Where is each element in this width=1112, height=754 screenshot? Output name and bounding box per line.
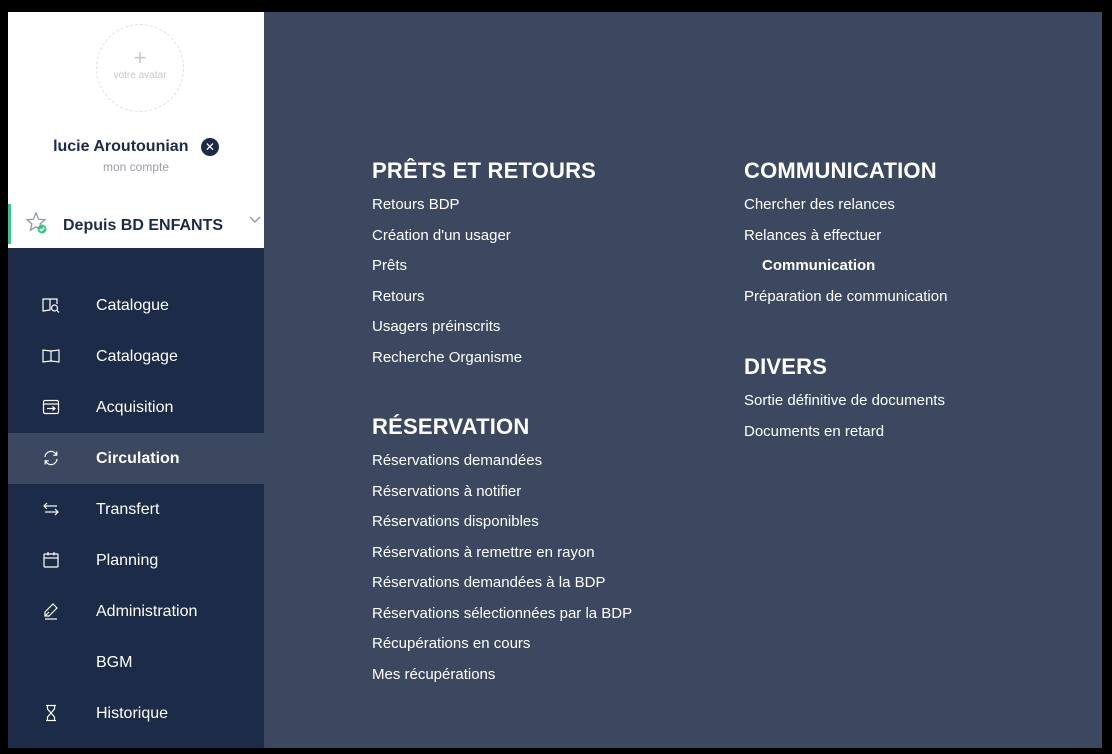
- nav-item-catalogage[interactable]: [8, 331, 264, 382]
- section-reservation: [372, 414, 632, 690]
- link-usagers-preinscrits[interactable]: Usagers préinscrits: [372, 318, 501, 335]
- section-prets-retours: [372, 158, 596, 373]
- circulation-menu-panel: [264, 12, 1102, 748]
- close-icon[interactable]: ✕: [201, 138, 219, 156]
- nav-item-acquisition[interactable]: [8, 382, 264, 433]
- nav-item-planning[interactable]: [8, 535, 264, 586]
- open-book-icon: [42, 347, 60, 365]
- plus-icon: +: [133, 45, 147, 70]
- link-reservations-disponibles[interactable]: Réservations disponibles: [372, 513, 539, 530]
- link-retours-bdp[interactable]: Retours BDP: [372, 196, 460, 213]
- nav-label-acquisition: Acquisition: [96, 399, 174, 416]
- avatar-label: votre avatar: [113, 70, 167, 81]
- nav-label-transfert: Transfert: [96, 501, 160, 518]
- nav-item-transfert[interactable]: [8, 484, 264, 535]
- user-name: lucie Aroutounian: [53, 138, 189, 155]
- section-divers: [744, 354, 945, 447]
- nav-item-historique[interactable]: [8, 688, 264, 739]
- link-retours[interactable]: Retours: [372, 287, 425, 305]
- nav-label-administration: Administration: [96, 603, 198, 620]
- pen-icon: [42, 602, 60, 620]
- swap-arrows-icon: [42, 500, 60, 518]
- link-relances-a-effectuer[interactable]: Relances à effectuer: [744, 226, 882, 244]
- link-preparation-communication[interactable]: Préparation de communication: [744, 287, 948, 305]
- link-recuperations-en-cours[interactable]: Récupérations en cours: [372, 635, 531, 652]
- link-reservations-selectionnees-bdp[interactable]: Réservations sélectionnées par la BDP: [372, 604, 633, 622]
- avatar-upload[interactable]: [96, 24, 184, 112]
- nav-label-catalogage: Catalogage: [96, 348, 178, 365]
- nav-item-catalogue[interactable]: [8, 280, 264, 331]
- section-communication: [744, 158, 947, 312]
- hourglass-icon: [42, 704, 60, 722]
- link-documents-en-retard[interactable]: Documents en retard: [744, 422, 885, 440]
- nav-label-planning: Planning: [96, 552, 159, 569]
- link-creation-usager[interactable]: Création d'un usager: [372, 226, 511, 244]
- calendar-icon: [42, 551, 60, 569]
- nav-label-circulation: Circulation: [96, 450, 180, 467]
- my-account-link[interactable]: mon compte: [102, 160, 170, 174]
- link-reservations-a-notifier[interactable]: Réservations à notifier: [372, 482, 522, 500]
- nav-label-catalogue: Catalogue: [96, 297, 169, 314]
- nav-item-circulation[interactable]: [8, 433, 264, 484]
- nav-item-administration[interactable]: [8, 586, 264, 637]
- link-recherche-organisme[interactable]: Recherche Organisme: [372, 348, 523, 366]
- inbox-arrow-icon: [42, 398, 60, 416]
- main-nav: [8, 280, 264, 739]
- star-check-icon: [25, 211, 49, 235]
- link-prets[interactable]: Prêts: [372, 257, 408, 274]
- link-sortie-definitive[interactable]: Sortie définitive de documents: [744, 392, 945, 409]
- app-frame: [8, 12, 1102, 748]
- site-label: Depuis BD ENFANTS: [63, 217, 224, 234]
- nav-label-historique: Historique: [96, 705, 169, 722]
- refresh-icon: [42, 449, 60, 467]
- catalogue-search-book-icon: [42, 296, 60, 314]
- link-mes-recuperations[interactable]: Mes récupérations: [372, 665, 496, 683]
- link-chercher-relances[interactable]: Chercher des relances: [744, 196, 895, 213]
- nav-item-bgm[interactable]: [8, 637, 264, 688]
- link-reservations-demandees-bdp[interactable]: Réservations demandées à la BDP: [372, 574, 606, 591]
- section-title: COMMUNICATION: [744, 158, 937, 183]
- profile-panel: [8, 12, 264, 248]
- section-title: DIVERS: [744, 354, 828, 379]
- link-reservations-demandees[interactable]: Réservations demandées: [372, 452, 543, 469]
- section-title: RÉSERVATION: [372, 414, 530, 439]
- user-row: [8, 138, 264, 158]
- chevron-down-icon: [249, 213, 261, 225]
- link-communication[interactable]: Communication: [762, 257, 876, 274]
- link-reservations-remettre-rayon[interactable]: Réservations à remettre en rayon: [372, 543, 595, 561]
- nav-label-bgm: BGM: [96, 654, 133, 671]
- sidebar: [8, 12, 264, 748]
- site-selector[interactable]: [8, 204, 264, 244]
- section-title: PRÊTS ET RETOURS: [372, 158, 597, 183]
